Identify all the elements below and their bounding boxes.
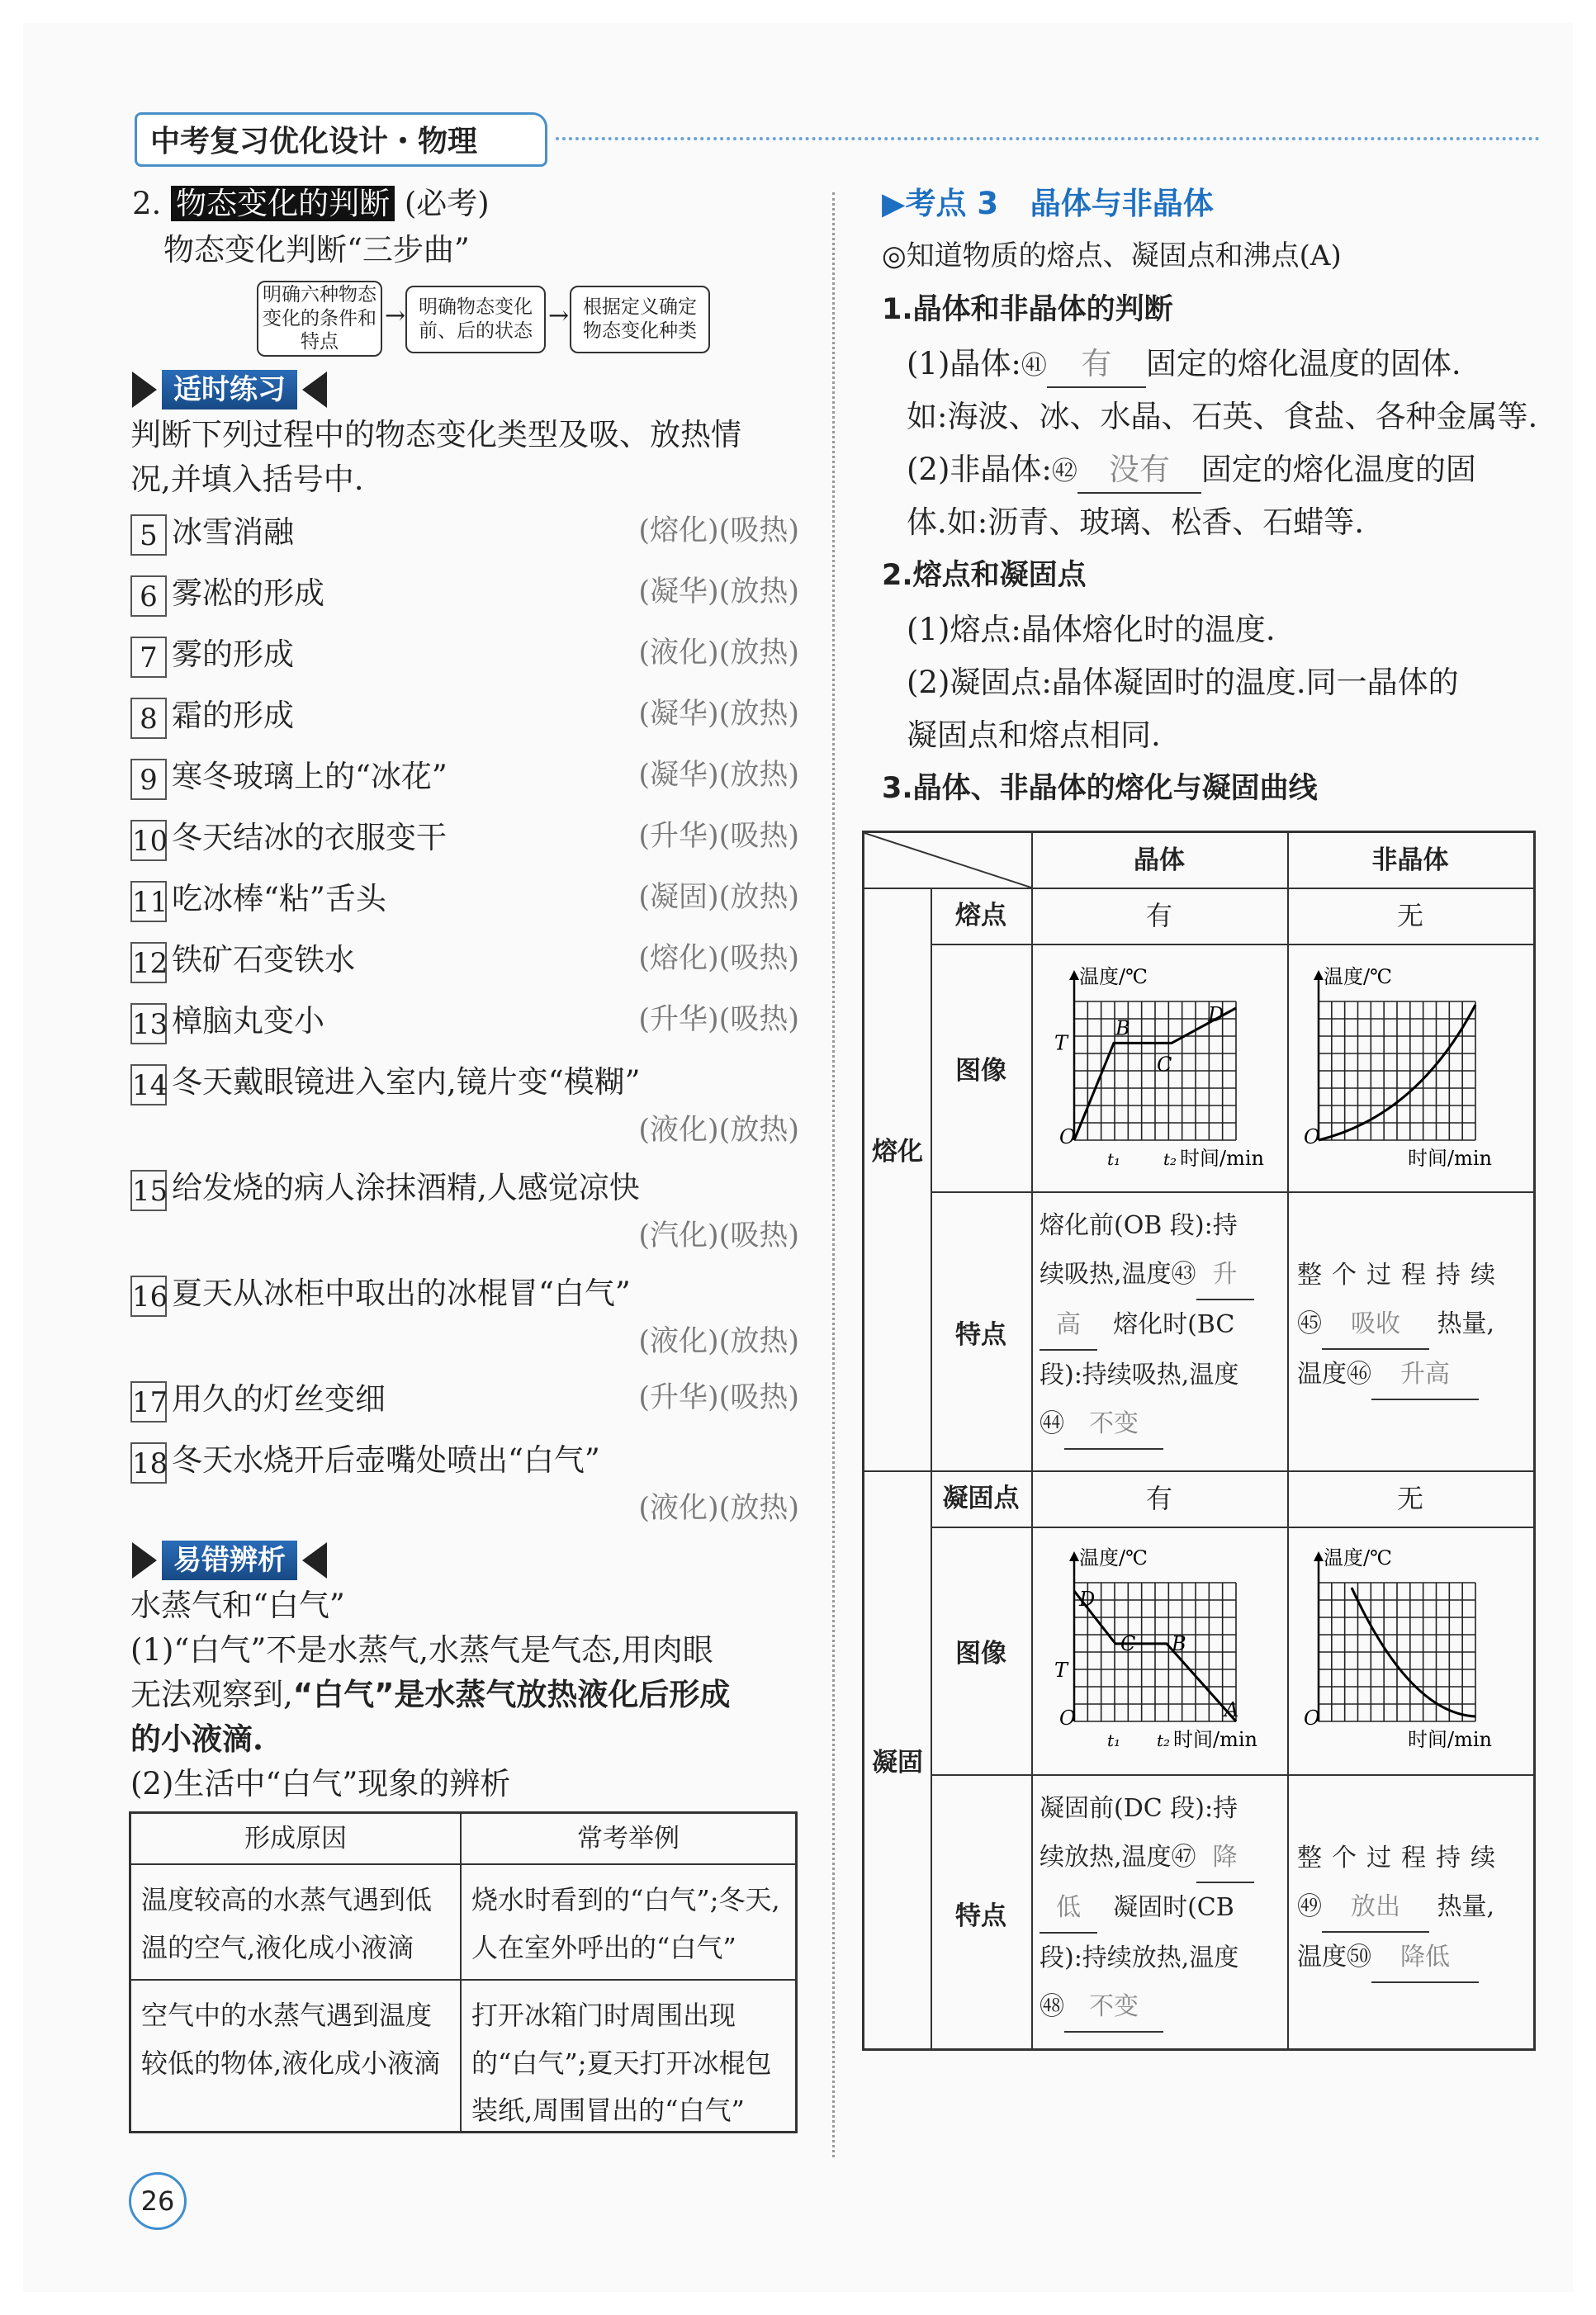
baiqi-table bbox=[129, 1811, 798, 2133]
practice-item-answer: (液化)(放热) bbox=[638, 1492, 799, 1525]
feature-line bbox=[1040, 1250, 1282, 1300]
blank-47-cont: 低 bbox=[1040, 1883, 1097, 1934]
practice-item-answer: (液化)(放热) bbox=[638, 1114, 799, 1147]
practice-intro-2: 况,并填入括号中. bbox=[130, 462, 364, 497]
practice-item bbox=[130, 571, 324, 617]
practice-item-number: 18 bbox=[130, 1442, 167, 1484]
t2-label: t₂ bbox=[1163, 1149, 1177, 1169]
practice-item-text: 冬天结冰的衣服变干 bbox=[172, 820, 447, 855]
marker-49: ㊾ bbox=[1297, 1892, 1322, 1921]
feature-line bbox=[1297, 1300, 1530, 1350]
point-B: B bbox=[1172, 1631, 1186, 1655]
kaodian-label: ▶考点 3 bbox=[882, 186, 999, 221]
item2-heading bbox=[132, 182, 490, 226]
y-axis-arrow-icon bbox=[1069, 970, 1079, 980]
practice-item-number: 13 bbox=[130, 1003, 167, 1044]
marker-47: ㊼ bbox=[1171, 1843, 1196, 1872]
feature-text: 熔化时(BC bbox=[1113, 1310, 1235, 1339]
vline bbox=[1287, 833, 1289, 2048]
item2-tag: (必考) bbox=[404, 186, 490, 221]
origin-label: O bbox=[1059, 1125, 1076, 1148]
group-solidifying: 凝固 bbox=[872, 1748, 923, 1778]
point-D: D bbox=[1208, 1003, 1224, 1026]
marker-50: ㊿ bbox=[1347, 1943, 1371, 1972]
s3-title: 3.晶体、非晶体的熔化与凝固曲线 bbox=[882, 772, 1318, 805]
y-axis-label: 温度/℃ bbox=[1324, 1546, 1392, 1569]
t-label: T bbox=[1054, 1031, 1068, 1055]
practice-item-text: 雾凇的形成 bbox=[172, 575, 324, 611]
banner-left-triangle-icon bbox=[132, 1542, 157, 1579]
feature-text: 温度 bbox=[1297, 1360, 1347, 1389]
practice-item-answer: (升华)(吸热) bbox=[638, 1381, 799, 1414]
t2-label: t₂ bbox=[1157, 1730, 1171, 1750]
practice-item-text: 霜的形成 bbox=[172, 698, 294, 733]
marker-48: ㊽ bbox=[1040, 1992, 1064, 2021]
point-D: D bbox=[1079, 1588, 1096, 1611]
feature-text: 热量, bbox=[1437, 1309, 1495, 1338]
feature-line: 凝固前(DC 段):持 bbox=[1040, 1794, 1238, 1823]
practice-item bbox=[130, 1377, 386, 1423]
practice-banner bbox=[132, 370, 327, 410]
feature-line bbox=[1297, 1350, 1530, 1400]
s1-line2: 如:海波、冰、水晶、石英、食盐、各种金属等. bbox=[907, 399, 1538, 434]
feature-text: 温度 bbox=[1297, 1943, 1347, 1972]
point-C: C bbox=[1157, 1053, 1172, 1077]
kaodian-title: 晶体与非晶体 bbox=[1030, 186, 1214, 221]
blank-43: 升 bbox=[1196, 1250, 1254, 1300]
x-axis-label: 时间/min bbox=[1408, 1728, 1492, 1751]
flow-arrow-icon: → bbox=[548, 301, 570, 330]
practice-item-number: 11 bbox=[130, 881, 167, 922]
kaodian-heading bbox=[882, 182, 1214, 226]
banner-right-triangle-icon bbox=[302, 372, 327, 408]
feature-text: 热量, bbox=[1437, 1892, 1495, 1921]
feature-line: 整个过程持续 bbox=[1297, 1261, 1505, 1290]
hline bbox=[931, 1774, 1533, 1776]
requirement: ◎知道物质的熔点、凝固点和沸点(A) bbox=[882, 239, 1342, 272]
x-axis-label: 时间/min bbox=[1180, 1147, 1264, 1170]
practice-item bbox=[130, 755, 448, 800]
baiqi-header-example: 常考举例 bbox=[462, 1814, 795, 1865]
feature-line bbox=[1040, 1399, 1282, 1450]
x-axis-label: 时间/min bbox=[1173, 1728, 1257, 1751]
blank-42: 没有 bbox=[1077, 447, 1201, 494]
practice-item-text: 给发烧的病人涂抹酒精,人感觉凉快 bbox=[172, 1170, 640, 1205]
practice-item-text: 用久的灯丝变细 bbox=[172, 1381, 386, 1417]
y-axis-arrow-icon bbox=[1314, 970, 1324, 980]
feature-text: 续放热,温度 bbox=[1040, 1843, 1172, 1872]
practice-item-text: 冰雪消融 bbox=[172, 514, 294, 550]
practice-item bbox=[130, 1166, 640, 1211]
blank-44: 不变 bbox=[1064, 1399, 1163, 1450]
practice-item-text: 冬天水烧开后壶嘴处喷出“白气” bbox=[172, 1442, 600, 1478]
amorph-melt-feature bbox=[1297, 1251, 1530, 1400]
practice-item bbox=[130, 1438, 600, 1484]
feature-line: 熔化前(OB 段):持 bbox=[1040, 1211, 1238, 1240]
blank-47: 降 bbox=[1196, 1833, 1254, 1883]
practice-item-text: 樟脑丸变小 bbox=[172, 1003, 324, 1039]
practice-item bbox=[130, 938, 355, 983]
y-axis-label: 温度/℃ bbox=[1079, 1546, 1148, 1569]
practice-item-number: 16 bbox=[130, 1276, 167, 1317]
practice-item-number: 17 bbox=[130, 1381, 167, 1423]
practice-item bbox=[130, 632, 294, 678]
practice-item bbox=[130, 877, 386, 922]
error-p1c: 的小液滴. bbox=[130, 1721, 263, 1757]
amorphous-solidifying-graph bbox=[1294, 1536, 1528, 1768]
crystal-solid-feature bbox=[1040, 1784, 1282, 2033]
baiqi-row2-example: 打开冰箱门时周围出现的“白气”;夏天打开冰棍包装纸,周围冒出的“白气” bbox=[471, 2000, 772, 2127]
amorph-solid-feature bbox=[1297, 1834, 1530, 1983]
t1-label: t₁ bbox=[1107, 1730, 1121, 1750]
practice-item bbox=[130, 999, 324, 1044]
t1-label: t₁ bbox=[1107, 1149, 1121, 1169]
point-C: C bbox=[1120, 1631, 1136, 1655]
error-p2: (2)生活中“白气”现象的辨析 bbox=[130, 1766, 511, 1801]
feature-text: 凝固时(CB bbox=[1113, 1893, 1234, 1922]
flow-step-2: 明确物态变化前、后的状态 bbox=[405, 286, 546, 353]
practice-item-number: 9 bbox=[130, 759, 167, 800]
practice-item-number: 5 bbox=[130, 514, 167, 556]
flow-step-3: 根据定义确定物态变化种类 bbox=[570, 286, 710, 353]
practice-item bbox=[130, 1060, 641, 1105]
s2-title: 2.熔点和凝固点 bbox=[882, 559, 1087, 592]
practice-item-text: 寒冬玻璃上的“冰花” bbox=[172, 759, 448, 794]
practice-item bbox=[130, 816, 447, 861]
s1-l1b: 固定的熔化温度的固体. bbox=[1145, 346, 1461, 381]
practice-item-number: 8 bbox=[130, 698, 167, 739]
practice-item-text: 吃冰棒“粘”舌头 bbox=[172, 881, 386, 916]
row-melt-image: 图像 bbox=[955, 1056, 1006, 1086]
page-number: 26 bbox=[129, 2172, 187, 2230]
s1-line3 bbox=[907, 447, 1476, 494]
s1-l3b: 固定的熔化温度的固 bbox=[1201, 452, 1476, 487]
marker-45: ㊺ bbox=[1297, 1309, 1322, 1338]
s2-line2: (2)凝固点:晶体凝固时的温度.同一晶体的 bbox=[907, 665, 1459, 700]
row-freezing-point: 凝固点 bbox=[942, 1484, 1020, 1513]
column-divider bbox=[832, 192, 835, 2157]
feature-text: 续吸热,温度 bbox=[1040, 1260, 1172, 1289]
point-A: A bbox=[1224, 1698, 1239, 1721]
practice-item-number: 12 bbox=[130, 942, 167, 983]
blank-50: 降低 bbox=[1371, 1933, 1479, 1983]
practice-item bbox=[130, 1271, 631, 1317]
feature-line: 整个过程持续 bbox=[1297, 1844, 1505, 1872]
crystal-melting-graph bbox=[1040, 955, 1281, 1186]
amorphous-melting-graph bbox=[1294, 955, 1528, 1186]
vline bbox=[1031, 833, 1033, 2048]
s1-title: 1.晶体和非晶体的判断 bbox=[882, 293, 1173, 326]
header-diagonal bbox=[864, 833, 1031, 888]
marker-43: ㊸ bbox=[1171, 1260, 1196, 1289]
item2-title: 物态变化的判断 bbox=[171, 186, 395, 221]
error-banner bbox=[132, 1541, 327, 1580]
blank-41: 有 bbox=[1047, 342, 1146, 388]
feature-line bbox=[1040, 1982, 1282, 2033]
row-melting-point: 熔点 bbox=[955, 901, 1006, 930]
practice-item-answer: (凝固)(放热) bbox=[638, 881, 799, 914]
error-p1b bbox=[130, 1673, 730, 1717]
item2-sub: 物态变化判断“三步曲” bbox=[163, 232, 470, 267]
practice-item-number: 15 bbox=[130, 1170, 167, 1211]
practice-item-number: 6 bbox=[130, 575, 167, 617]
header-divider bbox=[556, 137, 1540, 140]
practice-item bbox=[130, 694, 294, 739]
crystal-melting-point: 有 bbox=[1145, 900, 1172, 931]
blank-49: 放出 bbox=[1322, 1882, 1429, 1933]
practice-item-answer: (液化)(放热) bbox=[638, 1325, 799, 1358]
practice-item-answer: (凝华)(放热) bbox=[638, 575, 799, 608]
point-B: B bbox=[1115, 1016, 1130, 1040]
feature-line: 段):持续放热,温度 bbox=[1040, 1943, 1239, 1972]
error-p1b-text: 无法观察到, bbox=[130, 1677, 293, 1712]
crystal-solidifying-graph bbox=[1040, 1536, 1281, 1768]
practice-item-text: 夏天从冰柜中取出的冰棍冒“白气” bbox=[172, 1276, 631, 1311]
error-banner-label: 易错辨析 bbox=[162, 1541, 297, 1580]
practice-item bbox=[130, 510, 294, 556]
y-axis-arrow-icon bbox=[1069, 1551, 1079, 1561]
practice-item-answer: (升华)(吸热) bbox=[638, 820, 799, 853]
y-axis-arrow-icon bbox=[1314, 1551, 1324, 1561]
flow-step-1: 明确六种物态变化的条件和特点 bbox=[257, 281, 382, 357]
y-axis-label: 温度/℃ bbox=[1324, 965, 1392, 988]
practice-item-answer: (汽化)(吸热) bbox=[638, 1219, 799, 1252]
banner-left-triangle-icon bbox=[132, 372, 157, 408]
feature-line bbox=[1040, 1300, 1282, 1351]
practice-item-text: 雾的形成 bbox=[172, 637, 294, 672]
s1-line1 bbox=[907, 342, 1461, 388]
crystal-freezing-point: 有 bbox=[1145, 1483, 1172, 1514]
feature-line bbox=[1040, 1883, 1282, 1934]
s1-line4: 体.如:沥青、玻璃、松香、石蜡等. bbox=[907, 504, 1364, 540]
baiqi-row1-cause: 温度较高的水蒸气遇到低温的空气,液化成小液滴 bbox=[131, 1865, 462, 1981]
baiqi-row2-cause: 空气中的水蒸气遇到温度较低的物体,液化成小液滴 bbox=[131, 1981, 462, 2131]
hline bbox=[931, 1191, 1533, 1193]
practice-item-answer: (凝华)(放热) bbox=[638, 759, 799, 792]
error-p1a: (1)“白气”不是水蒸气,水蒸气是气态,用肉眼 bbox=[130, 1632, 713, 1668]
blank-43-cont: 高 bbox=[1040, 1300, 1097, 1351]
amorph-freezing-point: 无 bbox=[1396, 1483, 1423, 1514]
practice-item-answer: (升华)(吸热) bbox=[638, 1003, 799, 1036]
feature-line bbox=[1040, 1833, 1282, 1883]
error-title: 水蒸气和“白气” bbox=[130, 1588, 345, 1623]
t-label: T bbox=[1054, 1658, 1068, 1682]
practice-intro-1: 判断下列过程中的物态变化类型及吸、放热情 bbox=[130, 417, 741, 452]
marker-41: ㊶ bbox=[1021, 351, 1047, 381]
error-p1b-bold: “白气”是水蒸气放热液化后形成 bbox=[292, 1677, 731, 1712]
practice-banner-label: 适时练习 bbox=[162, 370, 297, 410]
col-crystal: 晶体 bbox=[1134, 845, 1185, 875]
baiqi-header-cause: 形成原因 bbox=[131, 1814, 462, 1865]
item2-num: 2. bbox=[132, 186, 162, 221]
amorph-melting-point: 无 bbox=[1396, 900, 1423, 931]
feature-line: 段):持续吸热,温度 bbox=[1040, 1361, 1239, 1389]
origin-label: O bbox=[1059, 1707, 1076, 1730]
practice-item-number: 7 bbox=[130, 637, 167, 678]
s1-l3a: (2)非晶体: bbox=[907, 452, 1052, 487]
baiqi-row1-example: 烧水时看到的“白气”;冬天,人在室外呼出的“白气” bbox=[462, 1865, 795, 1981]
practice-item-answer: (熔化)(吸热) bbox=[638, 514, 799, 547]
origin-label: O bbox=[1304, 1707, 1320, 1730]
practice-item-number: 10 bbox=[130, 820, 167, 861]
banner-right-triangle-icon bbox=[302, 1542, 327, 1579]
s2-line1: (1)熔点:晶体熔化时的温度. bbox=[907, 612, 1276, 647]
row-solid-image: 图像 bbox=[955, 1639, 1006, 1669]
crystal-melt-feature bbox=[1040, 1201, 1282, 1450]
row-melt-feature: 特点 bbox=[955, 1320, 1006, 1350]
feature-line bbox=[1297, 1882, 1530, 1933]
blank-48: 不变 bbox=[1064, 1982, 1163, 2033]
hline bbox=[931, 944, 1533, 945]
row-solid-feature: 特点 bbox=[955, 1901, 1006, 1931]
practice-item-answer: (凝华)(放热) bbox=[638, 698, 799, 731]
col-amorphous: 非晶体 bbox=[1371, 845, 1449, 875]
practice-item-answer: (熔化)(吸热) bbox=[638, 942, 799, 975]
feature-line bbox=[1297, 1933, 1530, 1983]
origin-label: O bbox=[1304, 1125, 1320, 1148]
x-axis-label: 时间/min bbox=[1408, 1147, 1492, 1170]
crystal-table bbox=[862, 831, 1536, 2051]
group-melting: 熔化 bbox=[872, 1137, 923, 1167]
hline bbox=[931, 1527, 1533, 1528]
page bbox=[23, 23, 1573, 2292]
blank-46: 升高 bbox=[1371, 1350, 1479, 1400]
marker-46: ㊻ bbox=[1347, 1360, 1371, 1389]
y-axis-label: 温度/℃ bbox=[1079, 965, 1148, 988]
marker-44: ㊹ bbox=[1040, 1409, 1064, 1438]
practice-item-text: 铁矿石变铁水 bbox=[172, 942, 355, 978]
marker-42: ㊷ bbox=[1051, 457, 1077, 486]
blank-45: 吸收 bbox=[1322, 1300, 1429, 1350]
s2-line3: 凝固点和熔点相同. bbox=[907, 717, 1161, 753]
practice-item-number: 14 bbox=[130, 1064, 167, 1105]
book-title: 中考复习优化设计・物理 bbox=[135, 112, 547, 167]
practice-item-text: 冬天戴眼镜进入室内,镜片变“模糊” bbox=[172, 1064, 641, 1100]
s1-l1a: (1)晶体: bbox=[907, 346, 1021, 381]
flow-arrow-icon: → bbox=[385, 301, 406, 330]
practice-item-answer: (液化)(放热) bbox=[638, 637, 799, 670]
